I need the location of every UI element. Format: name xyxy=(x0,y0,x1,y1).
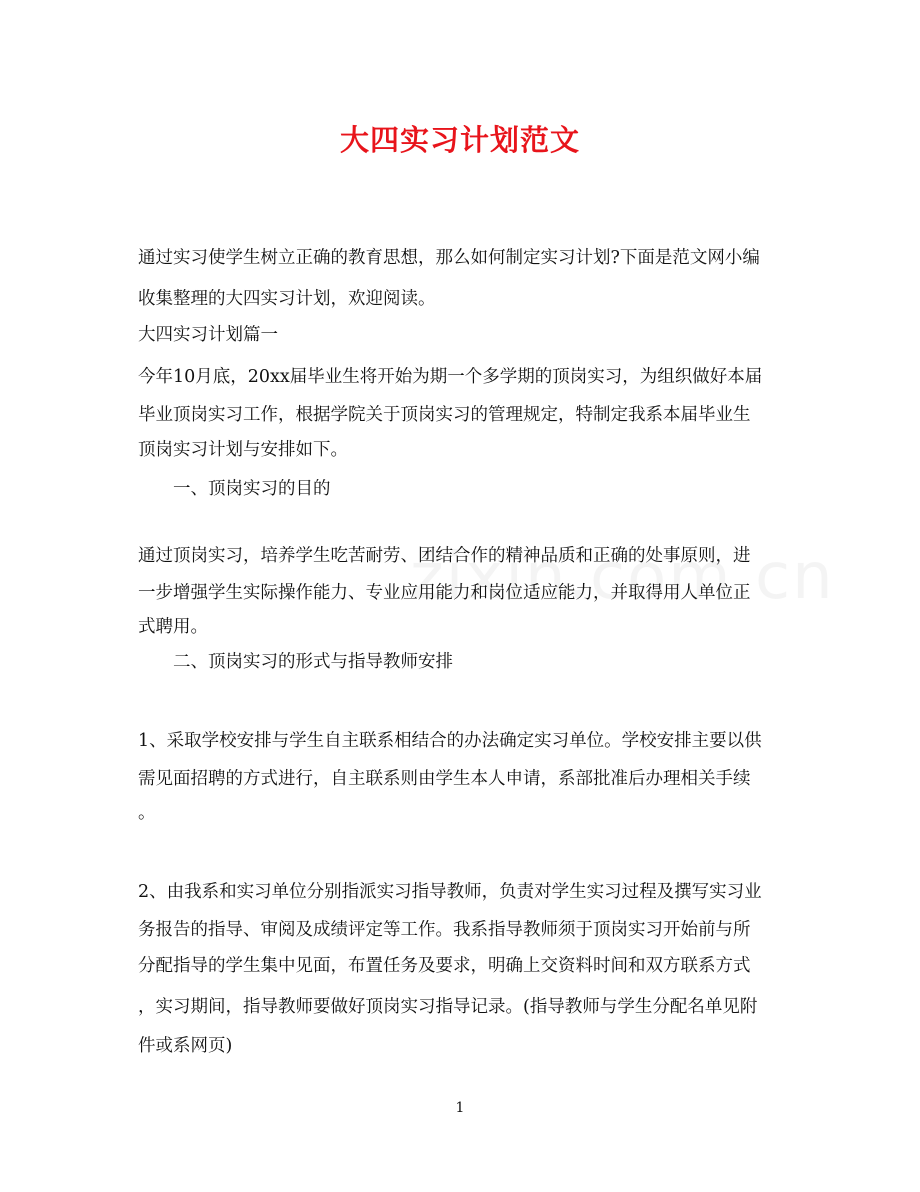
body-line: 顶岗实习计划与安排如下。 xyxy=(138,440,348,460)
section-heading: 大四实习计划篇一 xyxy=(138,325,278,345)
body-line: 收集整理的大四实习计划，欢迎阅读。 xyxy=(138,289,436,309)
body-line: 。 xyxy=(138,803,156,823)
body-line: 2、由我系和实习单位分别指派实习指导教师，负责对学生实习过程及撰写实习业 xyxy=(138,882,762,902)
section-heading: 一、顶岗实习的目的 xyxy=(173,479,331,499)
body-line: 通过顶岗实习，培养学生吃苦耐劳、团结合作的精神品质和正确的处事原则，进 xyxy=(138,546,751,566)
section-heading: 二、顶岗实习的形式与指导教师安排 xyxy=(173,652,453,672)
body-line: 一步增强学生实际操作能力、专业应用能力和岗位适应能力，并取得用人单位正 xyxy=(138,583,751,603)
page-number: 1 xyxy=(455,1100,465,1116)
body-line: 需见面招聘的方式进行，自主联系则由学生本人申请，系部批准后办理相关手续 xyxy=(138,769,751,789)
body-line: 件或系网页) xyxy=(138,1036,233,1056)
body-line: 通过实习使学生树立正确的教育思想，那么如何制定实习计划?下面是范文网小编 xyxy=(138,248,760,268)
body-line: 毕业顶岗实习工作，根据学院关于顶岗实习的管理规定，特制定我系本届毕业生 xyxy=(138,405,751,425)
body-line: 务报告的指导、审阅及成绩评定等工作。我系指导教师须于顶岗实习开始前与所 xyxy=(138,920,751,940)
body-line: 今年10月底，20xx届毕业生将开始为期一个多学期的顶岗实习，为组织做好本届 xyxy=(138,367,763,387)
document-title: 大四实习计划范文 xyxy=(339,123,580,157)
body-line: 式聘用。 xyxy=(138,617,208,637)
body-line: ，实习期间，指导教师要做好顶岗实习指导记录。(指导教师与学生分配名单见附 xyxy=(138,997,758,1017)
body-line: 分配指导的学生集中见面，布置任务及要求，明确上交资料时间和双方联系方式 xyxy=(138,956,751,976)
body-line: 1、采取学校安排与学生自主联系相结合的办法确定实习单位。学校安排主要以供 xyxy=(138,731,762,751)
